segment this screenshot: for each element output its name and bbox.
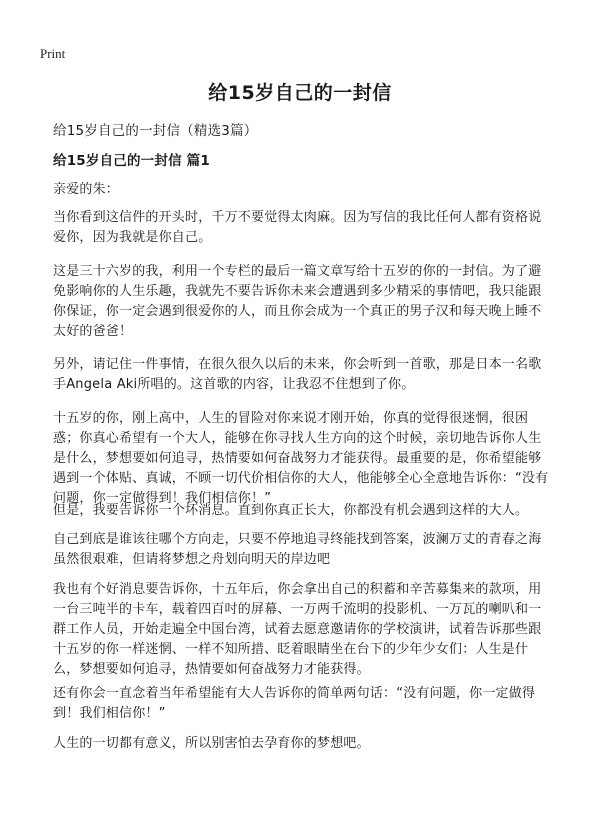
- paragraph: 但是，我要告诉你一个坏消息。直到你真正长大，你都没有机会遇到这样的大人。: [53, 503, 529, 518]
- section-title: 给15岁自己的一封信 篇1: [53, 153, 210, 169]
- page-title: 给15岁自己的一封信: [208, 82, 392, 104]
- paragraph: 人生的一切都有意义，所以别害怕去孕育你的梦想吧。: [53, 736, 370, 751]
- paragraph: 十五岁的你，刚上高中，人生的冒险对你来说才刚开始，你真的觉得很迷惘，很困惑；你真心希望有一个大人，能够在你寻找人生方向的这个时候，亲切地告诉你人生是什么，梦想要如何追寻，热情要如何奋战努力才能获得。最重要的是，你希望能够遇到一个体贴、真诚，不顾一切代价相信你的大人，他能够全心全意地告诉你：“没有问题，你一定做得到！我们相信你！”: [53, 411, 549, 506]
- letter-greeting: 亲爱的朱：: [53, 182, 120, 197]
- document-subtitle: 给15岁自己的一封信（精选3篇）: [53, 123, 258, 139]
- paragraph: 还有你会一直念着当年希望能有大人告诉你的简单两句话：“没有问题，你一定做得到！我们相信你！”: [53, 686, 536, 721]
- paragraph: 另外，请记住一件事情，在很久很久以后的未来，你会听到一首歌，那是日本一名歌手Angela Aki所唱的。这首歌的内容，让我忍不住想到了你。: [53, 357, 542, 392]
- paragraph: 我也有个好消息要告诉你，十五年后，你会拿出自己的积蓄和辛苦募集来的款项，用一台三吨半的卡车，载着四百吋的屏幕、一万两千流明的投影机、一万瓦的喇叭和一群工作人员，开始走遍全中国台湾，试着去愿意邀请你的学校演讲，试着告诉那些跟十五岁的你一样迷惘、一样不知所措、眨着眼睛坐在台下的少年少女们：人生是什么，梦想要如何追寻，热情要如何奋战努力才能获得。: [53, 582, 542, 677]
- paragraph: 这是三十六岁的我，利用一个专栏的最后一篇文章写给十五岁的你的一封信。为了避免影响你的人生乐趣，我就先不要告诉你未来会遭遇到多少精采的事情吧，我只能跟你保证，你一定会遇到很爱你的人，而且你会成为一个真正的男子汉和每天晚上睡不太好的爸爸！: [53, 264, 542, 339]
- paragraph: 自己到底是谁该往哪个方向走，只要不停地追寻终能找到答案，波澜万丈的青春之海虽然很艰难，但请将梦想之舟划向明天的岸边吧: [53, 532, 542, 567]
- print-link[interactable]: Print: [40, 46, 66, 61]
- paragraph: 当你看到这信件的开头时，千万不要觉得太肉麻。因为写信的我比任何人都有资格说爱你，因为我就是你自己。: [53, 210, 542, 245]
